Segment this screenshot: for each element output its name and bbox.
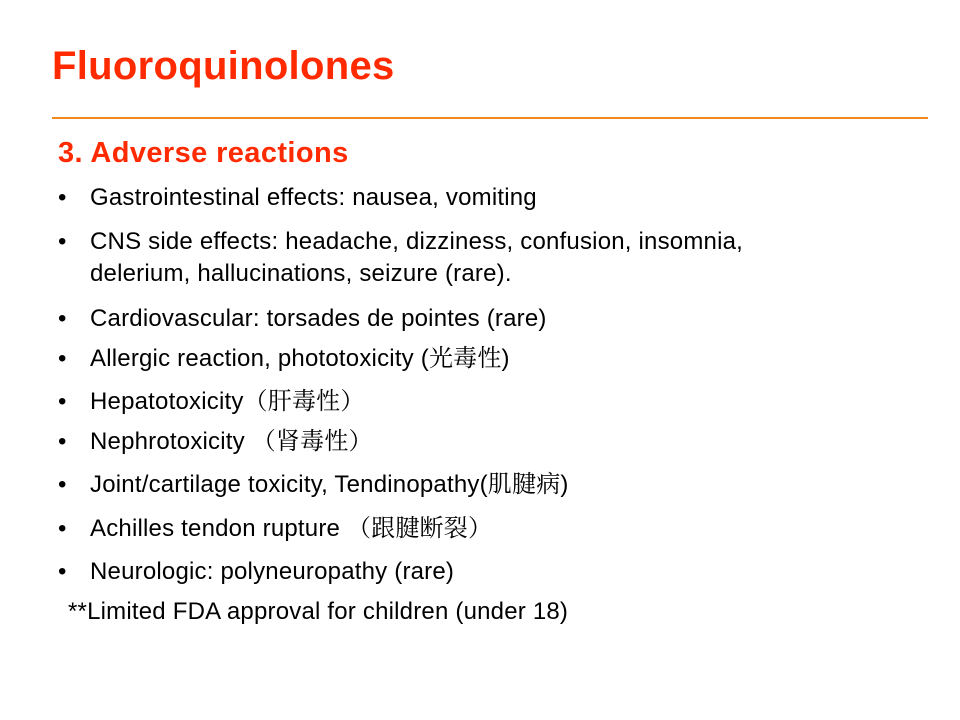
bullet-icon: •	[58, 184, 67, 211]
bullet-icon: •	[58, 228, 67, 255]
slide-title: Fluoroquinolones	[52, 44, 395, 88]
list-item-text: Joint/cartilage toxicity, Tendinopathy(肌腱病)	[90, 471, 569, 498]
list-item-text: CNS side effects: headache, dizziness, confusion, insomnia, delerium, hallucinations, seizure (rare).	[90, 228, 744, 287]
list-item-text: Cardiovascular: torsades de pointes (rare)	[90, 305, 547, 332]
list-item-text: Nephrotoxicity （肾毒性）	[90, 428, 373, 455]
list-item-text: Achilles tendon rupture （跟腱断裂）	[90, 515, 493, 542]
title-divider	[52, 117, 928, 119]
bullet-icon: •	[58, 388, 67, 415]
bullet-icon: •	[58, 471, 67, 498]
bullet-icon: •	[58, 558, 67, 585]
list-item-text: Gastrointestinal effects: nausea, vomiting	[90, 184, 537, 211]
footnote: **Limited FDA approval for children (under 18)	[68, 598, 569, 625]
list-item-text: Allergic reaction, phototoxicity (光毒性)	[90, 345, 510, 372]
bullet-icon: •	[58, 345, 67, 372]
bullet-icon: •	[58, 305, 67, 332]
bullet-icon: •	[58, 515, 67, 542]
section-heading: 3. Adverse reactions	[58, 137, 349, 169]
list-item-text: Neurologic: polyneuropathy (rare)	[90, 558, 455, 585]
list-item-text: Hepatotoxicity（肝毒性）	[90, 388, 365, 415]
bullet-icon: •	[58, 428, 67, 455]
